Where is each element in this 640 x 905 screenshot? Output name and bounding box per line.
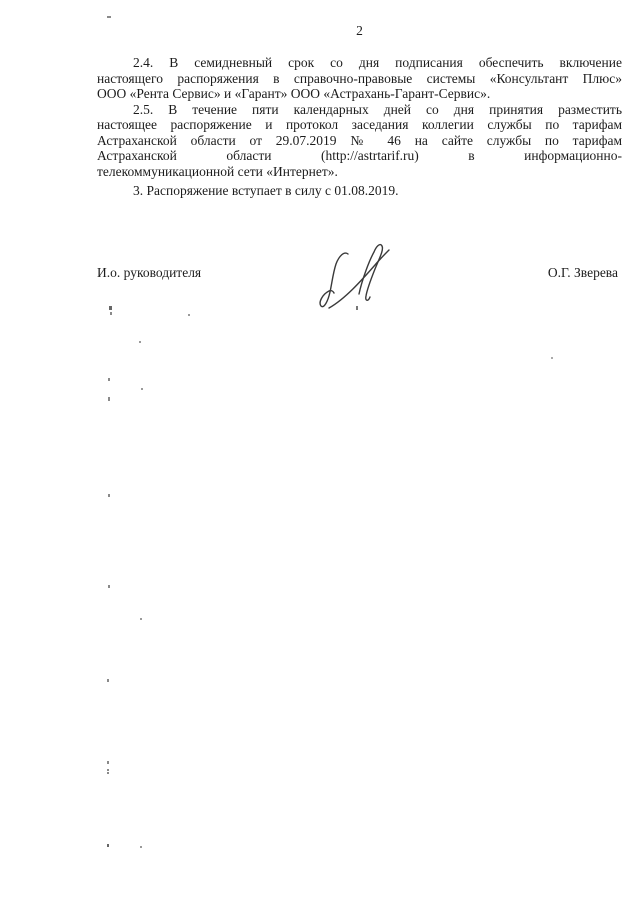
- scan-speck: [108, 397, 110, 401]
- scan-speck: [140, 846, 142, 848]
- scan-speck: [107, 679, 109, 682]
- scan-speck: [107, 772, 109, 774]
- document-line: 2.4. В семидневный срок со дня подписания обеспечить включение: [133, 55, 622, 70]
- scan-speck: [356, 306, 358, 310]
- scan-speck: [188, 314, 190, 316]
- document-body: [97, 55, 622, 199]
- document-line: 2.5. В течение пяти календарных дней со дня принятия разместить: [133, 101, 622, 117]
- scan-speck: [140, 618, 142, 620]
- document-line: Астраханской области (http://astrtarif.ru) в информационно-: [97, 148, 622, 163]
- scan-speck: [108, 494, 110, 497]
- document-line: телекоммуникационной сети «Интернет».: [97, 163, 338, 179]
- scan-speck: [110, 312, 112, 315]
- document-line: ООО «Рента Сервис» и «Гарант» ООО «Астрахань-Гарант-Сервис».: [97, 86, 491, 101]
- scan-speck: [107, 844, 109, 847]
- page-number: 2: [356, 23, 363, 38]
- handwritten-signature: [315, 229, 395, 322]
- document-line: настоящего распоряжения в справочно-правовые системы «Консультант Плюс»: [97, 70, 622, 86]
- scan-speck: [107, 16, 111, 18]
- scan-speck: [108, 585, 110, 588]
- document-line: Астраханской области от 29.07.2019 № 46 на сайте службы по тарифам: [97, 132, 622, 148]
- document-line: настоящее распоряжение и протокол заседания коллегии службы по тарифам: [97, 117, 622, 132]
- signatory-name: О.Г. Зверева: [547, 265, 618, 280]
- paragraph-2-4: [97, 55, 622, 102]
- scan-speck: [107, 761, 109, 764]
- scan-speck: [107, 769, 109, 771]
- scan-speck: [139, 341, 141, 343]
- scan-speck: [109, 306, 112, 310]
- paragraph-2-5: [97, 102, 622, 180]
- scan-speck: [551, 357, 553, 359]
- signatory-role: И.о. руководителя: [97, 265, 202, 280]
- scan-speck: [108, 378, 110, 381]
- scan-speck: [141, 388, 143, 390]
- paragraph-3: [97, 183, 622, 199]
- document-line: 3. Распоряжение вступает в силу с 01.08.2019.: [133, 183, 399, 198]
